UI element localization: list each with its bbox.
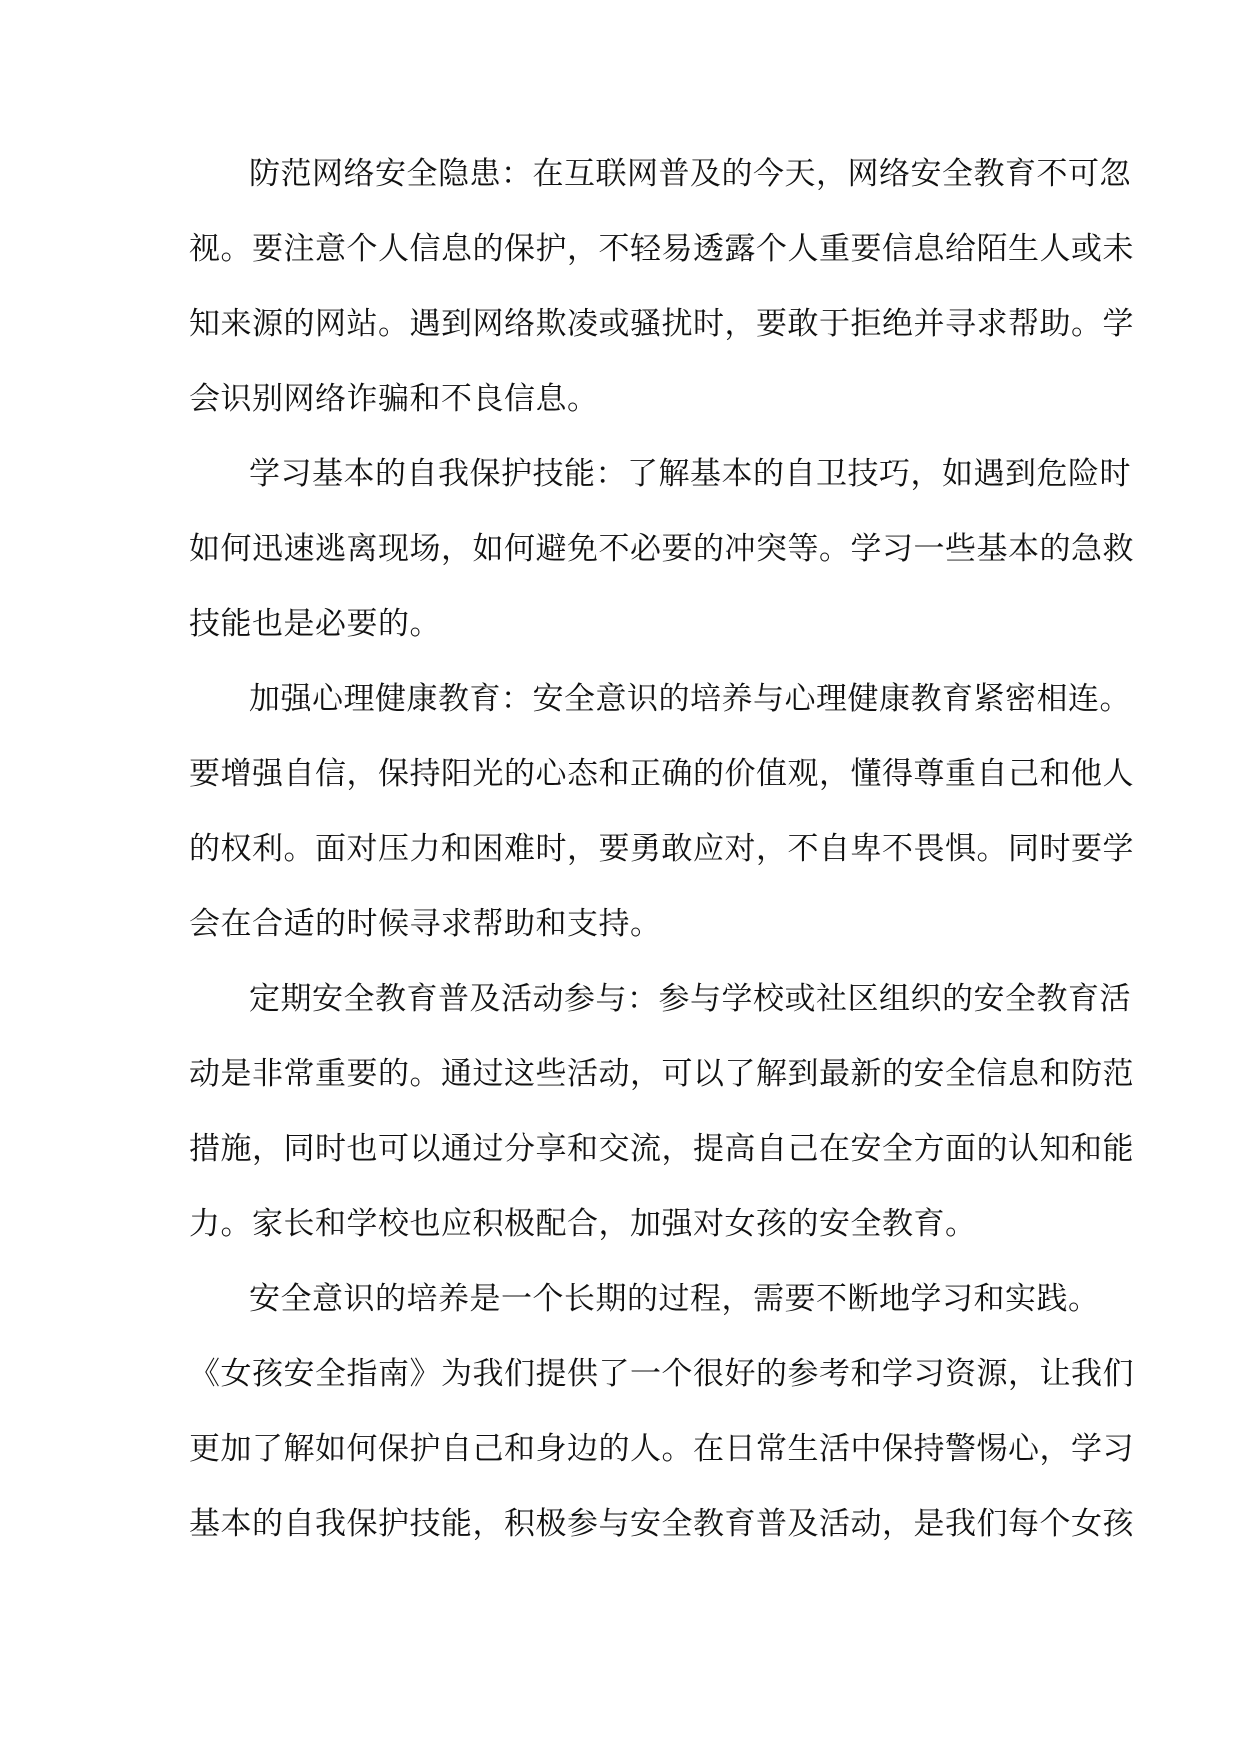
paragraph-line: 基本的自我保护技能，积极参与安全教育普及活动，是我们每个女孩: [189, 1506, 1134, 1542]
paragraph-mental-health: [189, 662, 1134, 962]
paragraph-self-protection: [189, 437, 1134, 662]
paragraph-education-activities: [189, 962, 1134, 1262]
paragraph-line: 会识别网络诈骗和不良信息。: [189, 381, 599, 417]
paragraph-line: 视。要注意个人信息的保护，不轻易透露个人重要信息给陌生人或未: [189, 231, 1134, 267]
paragraph-line: 知来源的网站。遇到网络欺凌或骚扰时，要敢于拒绝并寻求帮助。学: [189, 306, 1134, 342]
paragraph-line: 安全意识的培养是一个长期的过程，需要不断地学习和实践。: [249, 1281, 1100, 1317]
paragraph-line: 更加了解如何保护自己和身边的人。在日常生活中保持警惕心，学习: [189, 1431, 1134, 1467]
paragraph-conclusion: [189, 1262, 1134, 1562]
paragraph-line: 《女孩安全指南》为我们提供了一个很好的参考和学习资源，让我们: [189, 1356, 1134, 1392]
paragraph-line: 防范网络安全隐患：在互联网普及的今天，网络安全教育不可忽: [249, 156, 1131, 192]
paragraph-line: 学习基本的自我保护技能：了解基本的自卫技巧，如遇到危险时: [249, 456, 1131, 492]
paragraph-line: 的权利。面对压力和困难时，要勇敢应对，不自卑不畏惧。同时要学: [189, 831, 1134, 867]
paragraph-line: 技能也是必要的。: [189, 606, 441, 642]
paragraph-line: 加强心理健康教育：安全意识的培养与心理健康教育紧密相连。: [249, 681, 1131, 717]
paragraph-line: 定期安全教育普及活动参与：参与学校或社区组织的安全教育活: [249, 981, 1131, 1017]
paragraph-network-safety: [189, 137, 1134, 437]
paragraph-line: 力。家长和学校也应积极配合，加强对女孩的安全教育。: [189, 1206, 977, 1242]
paragraph-line: 要增强自信，保持阳光的心态和正确的价值观，懂得尊重自己和他人: [189, 756, 1134, 792]
paragraph-line: 措施，同时也可以通过分享和交流，提高自己在安全方面的认知和能: [189, 1131, 1134, 1167]
paragraph-line: 会在合适的时候寻求帮助和支持。: [189, 906, 662, 942]
document-body: [189, 137, 1134, 1562]
paragraph-line: 如何迅速逃离现场，如何避免不必要的冲突等。学习一些基本的急救: [189, 531, 1134, 567]
paragraph-line: 动是非常重要的。通过这些活动，可以了解到最新的安全信息和防范: [189, 1056, 1134, 1092]
